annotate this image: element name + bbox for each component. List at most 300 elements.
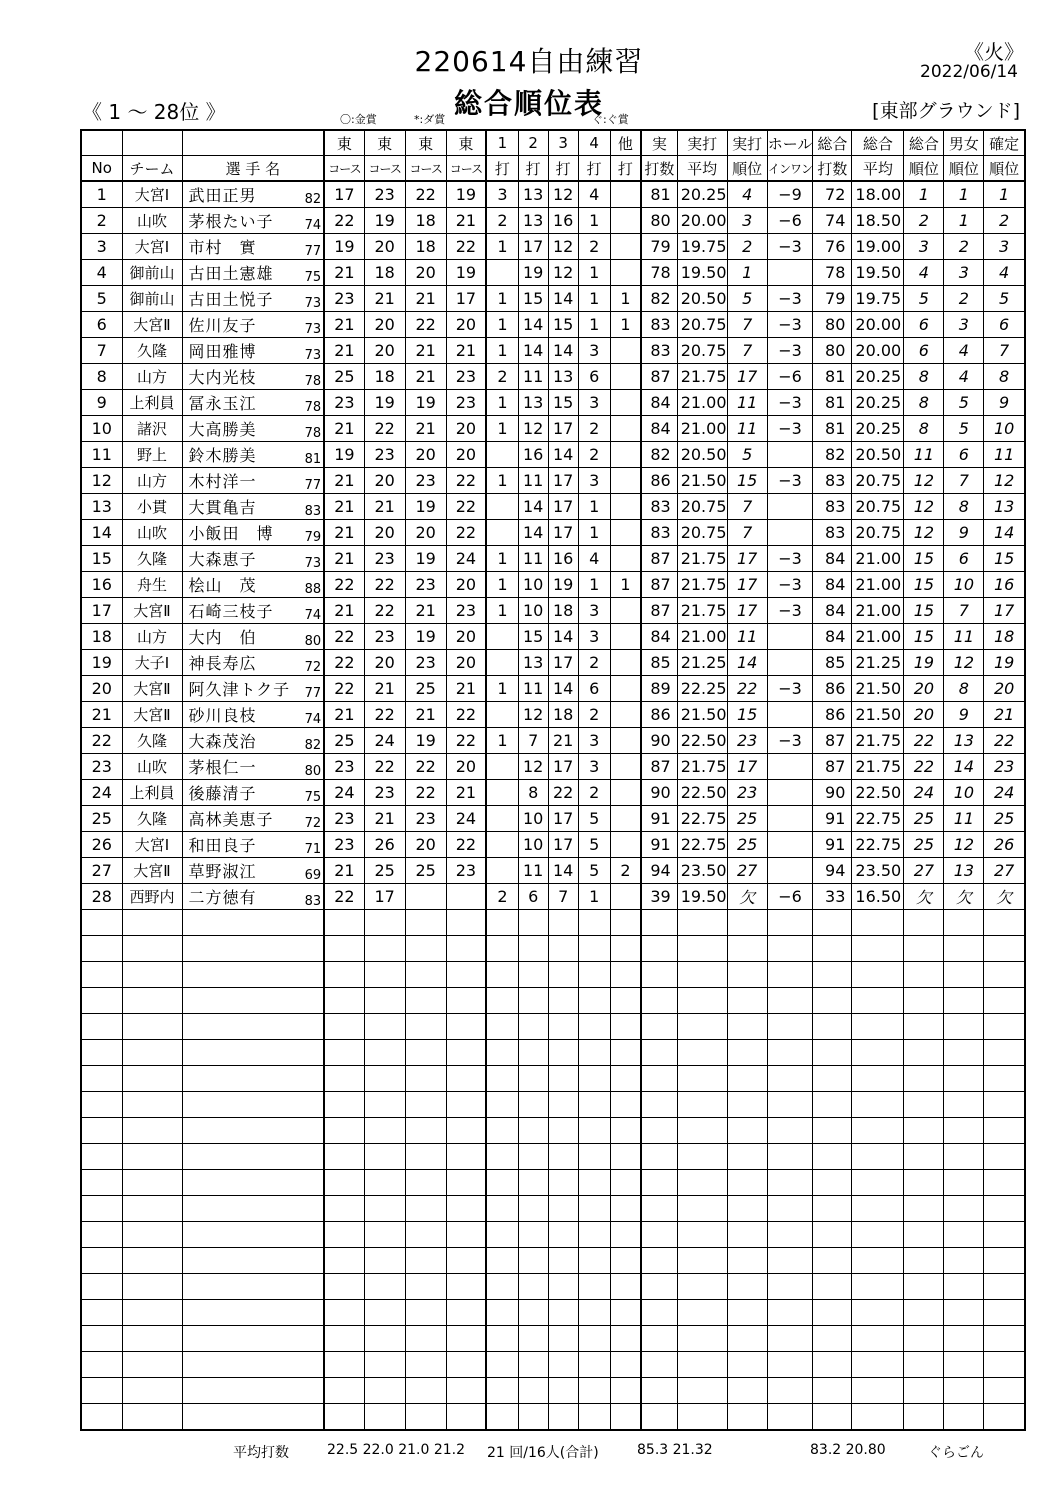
cell-9: 14 <box>518 338 548 364</box>
cell-1: 大子Ⅰ <box>122 650 182 676</box>
cell-4: 17 <box>324 181 364 208</box>
cell-16: −3 <box>767 234 813 260</box>
cell-1 <box>122 962 182 988</box>
cell-10: 17 <box>548 468 578 494</box>
cell-6: 21 <box>405 702 446 728</box>
cell-5: 22 <box>364 416 405 442</box>
cell-17 <box>813 1378 852 1404</box>
cell-21: 欠 <box>984 884 1025 910</box>
day-of-week: 《火》 <box>964 40 1024 64</box>
cell-0 <box>81 1378 122 1404</box>
cell-0 <box>81 1066 122 1092</box>
cell-6 <box>405 1092 446 1118</box>
cell-7 <box>446 884 486 910</box>
cell-13 <box>641 936 677 962</box>
cell-12 <box>610 676 641 702</box>
cell-1: 山吹 <box>122 520 182 546</box>
cell-19: 22 <box>904 754 944 780</box>
cell-21 <box>984 1144 1025 1170</box>
cell-4 <box>324 1222 364 1248</box>
cell-10: 14 <box>548 338 578 364</box>
cell-21: 18 <box>984 624 1025 650</box>
cell-18: 20.75 <box>852 494 904 520</box>
col-header-name <box>182 130 324 156</box>
cell-12 <box>610 1326 641 1352</box>
cell-1: 御前山 <box>122 286 182 312</box>
cell-9: 14 <box>518 494 548 520</box>
cell-15 <box>727 1274 767 1300</box>
cell-2: 大貫亀吉 <box>182 494 290 520</box>
cell-18 <box>852 936 904 962</box>
cell-3 <box>290 1404 324 1431</box>
cell-4: 22 <box>324 676 364 702</box>
cell-11 <box>578 1352 610 1378</box>
cell-10: 15 <box>548 312 578 338</box>
cell-21: 16 <box>984 572 1025 598</box>
cell-15: 4 <box>727 181 767 208</box>
cell-15 <box>727 936 767 962</box>
cell-9: 17 <box>518 234 548 260</box>
cell-7 <box>446 1040 486 1066</box>
col-header-course-e3: コース <box>405 156 446 182</box>
cell-6 <box>405 1196 446 1222</box>
cell-7: 22 <box>446 234 486 260</box>
cell-20: 10 <box>944 572 984 598</box>
cell-4: 21 <box>324 598 364 624</box>
cell-15 <box>727 962 767 988</box>
cell-15: 14 <box>727 650 767 676</box>
cell-4 <box>324 1092 364 1118</box>
cell-14: 21.75 <box>677 546 727 572</box>
cell-11: 4 <box>578 546 610 572</box>
cell-3: 77 <box>290 468 324 494</box>
cell-10: 17 <box>548 416 578 442</box>
cell-16 <box>767 962 813 988</box>
cell-10 <box>548 1326 578 1352</box>
cell-0: 24 <box>81 780 122 806</box>
cell-20: 5 <box>944 416 984 442</box>
cell-9 <box>518 1274 548 1300</box>
cell-13: 86 <box>641 468 677 494</box>
cell-4 <box>324 1118 364 1144</box>
cell-20 <box>944 1404 984 1431</box>
cell-11 <box>578 988 610 1014</box>
cell-10: 17 <box>548 806 578 832</box>
cell-17: 86 <box>813 702 852 728</box>
cell-19 <box>904 1066 944 1092</box>
cell-11 <box>578 1066 610 1092</box>
cell-9: 7 <box>518 728 548 754</box>
cell-12 <box>610 1014 641 1040</box>
header-row <box>81 130 1025 156</box>
cell-6: 19 <box>405 624 446 650</box>
cell-0: 15 <box>81 546 122 572</box>
cell-17: 78 <box>813 260 852 286</box>
cell-7 <box>446 1404 486 1431</box>
empty-row <box>81 1222 1025 1248</box>
cell-11: 3 <box>578 728 610 754</box>
cell-0 <box>81 1040 122 1066</box>
cell-0: 2 <box>81 208 122 234</box>
cell-21: 21 <box>984 702 1025 728</box>
col-header-actual-rank: 順位 <box>727 156 767 182</box>
cell-11: 2 <box>578 650 610 676</box>
cell-16 <box>767 520 813 546</box>
cell-21: 15 <box>984 546 1025 572</box>
cell-0 <box>81 1170 122 1196</box>
cell-7: 19 <box>446 260 486 286</box>
cell-11: 1 <box>578 208 610 234</box>
cell-9 <box>518 1326 548 1352</box>
cell-18: 16.50 <box>852 884 904 910</box>
cell-19 <box>904 1170 944 1196</box>
cell-7 <box>446 1118 486 1144</box>
cell-18: 20.25 <box>852 416 904 442</box>
cell-11: 1 <box>578 494 610 520</box>
cell-15 <box>727 1196 767 1222</box>
cell-9: 11 <box>518 858 548 884</box>
ground-label: [東部グラウンド] <box>872 100 1020 122</box>
cell-7 <box>446 1300 486 1326</box>
cell-19 <box>904 1352 944 1378</box>
cell-9: 11 <box>518 364 548 390</box>
cell-12 <box>610 546 641 572</box>
cell-0 <box>81 1248 122 1274</box>
cell-12 <box>610 390 641 416</box>
cell-21 <box>984 1378 1025 1404</box>
col-header-actual-rank: 実打 <box>727 130 767 156</box>
cell-20: 12 <box>944 832 984 858</box>
cell-15 <box>727 1326 767 1352</box>
cell-9: 13 <box>518 650 548 676</box>
cell-11: 3 <box>578 624 610 650</box>
cell-21: 25 <box>984 806 1025 832</box>
cell-4: 23 <box>324 286 364 312</box>
cell-4 <box>324 1352 364 1378</box>
cell-10 <box>548 1196 578 1222</box>
cell-19 <box>904 1092 944 1118</box>
cell-1 <box>122 910 182 936</box>
cell-10: 18 <box>548 702 578 728</box>
cell-8 <box>486 1222 518 1248</box>
cell-5: 21 <box>364 286 405 312</box>
cell-4 <box>324 1274 364 1300</box>
cell-10: 17 <box>548 520 578 546</box>
cell-17: 83 <box>813 520 852 546</box>
cell-7 <box>446 1378 486 1404</box>
cell-18: 19.50 <box>852 260 904 286</box>
cell-12 <box>610 624 641 650</box>
cell-9 <box>518 1404 548 1431</box>
cell-17: 72 <box>813 181 852 208</box>
cell-8 <box>486 1378 518 1404</box>
cell-0: 14 <box>81 520 122 546</box>
cell-4: 21 <box>324 494 364 520</box>
cell-11 <box>578 1118 610 1144</box>
cell-19 <box>904 1144 944 1170</box>
table-row <box>81 598 1025 624</box>
cell-12 <box>610 1222 641 1248</box>
cell-1: 上利員 <box>122 780 182 806</box>
cell-16 <box>767 1352 813 1378</box>
col-header-s1: 1 <box>486 130 518 156</box>
table-row <box>81 884 1025 910</box>
cell-18 <box>852 1378 904 1404</box>
cell-21 <box>984 910 1025 936</box>
col-header-course-e3: 東 <box>405 130 446 156</box>
cell-2: 大森恵子 <box>182 546 290 572</box>
cell-1 <box>122 1040 182 1066</box>
col-header-gender-rank: 男女 <box>944 130 984 156</box>
table-row <box>81 208 1025 234</box>
cell-21 <box>984 1274 1025 1300</box>
table-row <box>81 416 1025 442</box>
cell-21 <box>984 1014 1025 1040</box>
cell-3: 83 <box>290 884 324 910</box>
cell-21: 6 <box>984 312 1025 338</box>
cell-18: 21.00 <box>852 624 904 650</box>
cell-4: 24 <box>324 780 364 806</box>
cell-9 <box>518 1118 548 1144</box>
cell-1 <box>122 1222 182 1248</box>
cell-10 <box>548 988 578 1014</box>
cell-16: −9 <box>767 181 813 208</box>
footer-actual-average: 85.3 21.32 <box>637 1442 713 1458</box>
cell-6: 18 <box>405 234 446 260</box>
cell-9: 11 <box>518 676 548 702</box>
cell-5: 23 <box>364 546 405 572</box>
cell-4 <box>324 936 364 962</box>
cell-13 <box>641 1092 677 1118</box>
cell-16 <box>767 780 813 806</box>
cell-17 <box>813 1040 852 1066</box>
cell-18: 21.00 <box>852 598 904 624</box>
cell-19: 欠 <box>904 884 944 910</box>
cell-20 <box>944 936 984 962</box>
cell-5: 23 <box>364 624 405 650</box>
cell-21: 1 <box>984 181 1025 208</box>
cell-10: 12 <box>548 181 578 208</box>
cell-0: 19 <box>81 650 122 676</box>
cell-0 <box>81 1274 122 1300</box>
cell-16 <box>767 1404 813 1431</box>
cell-8 <box>486 754 518 780</box>
cell-0: 28 <box>81 884 122 910</box>
cell-2: 大内光枝 <box>182 364 290 390</box>
cell-13: 79 <box>641 234 677 260</box>
empty-row <box>81 1248 1025 1274</box>
cell-8: 2 <box>486 884 518 910</box>
cell-15 <box>727 1014 767 1040</box>
cell-16: −3 <box>767 416 813 442</box>
cell-14: 21.00 <box>677 624 727 650</box>
cell-16: −3 <box>767 728 813 754</box>
cell-2: 市村 實 <box>182 234 290 260</box>
cell-9: 13 <box>518 208 548 234</box>
cell-19: 20 <box>904 676 944 702</box>
cell-21: 17 <box>984 598 1025 624</box>
cell-11 <box>578 1378 610 1404</box>
cell-3: 77 <box>290 676 324 702</box>
cell-3 <box>290 988 324 1014</box>
cell-18: 21.75 <box>852 728 904 754</box>
cell-5 <box>364 1300 405 1326</box>
cell-17: 79 <box>813 286 852 312</box>
cell-14: 22.75 <box>677 806 727 832</box>
cell-20: 13 <box>944 728 984 754</box>
cell-4 <box>324 988 364 1014</box>
cell-5: 22 <box>364 754 405 780</box>
cell-15: 7 <box>727 494 767 520</box>
cell-2 <box>182 1274 290 1300</box>
empty-row <box>81 962 1025 988</box>
cell-7: 22 <box>446 728 486 754</box>
cell-19: 8 <box>904 416 944 442</box>
cell-15: 11 <box>727 416 767 442</box>
cell-10: 16 <box>548 546 578 572</box>
cell-18 <box>852 1248 904 1274</box>
cell-13: 89 <box>641 676 677 702</box>
cell-13: 91 <box>641 806 677 832</box>
empty-row <box>81 1326 1025 1352</box>
cell-2 <box>182 910 290 936</box>
cell-5 <box>364 1326 405 1352</box>
cell-6 <box>405 1404 446 1431</box>
cell-18: 23.50 <box>852 858 904 884</box>
table-body <box>81 181 1025 1430</box>
cell-16 <box>767 754 813 780</box>
cell-6 <box>405 1274 446 1300</box>
cell-14: 22.75 <box>677 832 727 858</box>
cell-13 <box>641 962 677 988</box>
cell-21 <box>984 1222 1025 1248</box>
table-row <box>81 624 1025 650</box>
cell-11: 2 <box>578 416 610 442</box>
cell-10: 15 <box>548 390 578 416</box>
cell-12 <box>610 936 641 962</box>
cell-2 <box>182 1014 290 1040</box>
table-row <box>81 546 1025 572</box>
cell-13: 84 <box>641 390 677 416</box>
cell-18: 21.25 <box>852 650 904 676</box>
cell-1: 西野内 <box>122 884 182 910</box>
cell-14: 21.50 <box>677 702 727 728</box>
cell-19: 22 <box>904 728 944 754</box>
cell-3: 73 <box>290 338 324 364</box>
cell-17 <box>813 1092 852 1118</box>
cell-12: 1 <box>610 286 641 312</box>
cell-3: 80 <box>290 624 324 650</box>
cell-11 <box>578 1092 610 1118</box>
cell-4 <box>324 1066 364 1092</box>
cell-18 <box>852 962 904 988</box>
cell-11: 1 <box>578 312 610 338</box>
cell-0: 1 <box>81 181 122 208</box>
cell-19: 8 <box>904 364 944 390</box>
cell-1 <box>122 1352 182 1378</box>
cell-7 <box>446 1222 486 1248</box>
cell-19: 6 <box>904 338 944 364</box>
cell-6: 18 <box>405 208 446 234</box>
empty-row <box>81 1144 1025 1170</box>
cell-7 <box>446 1196 486 1222</box>
cell-11 <box>578 1248 610 1274</box>
cell-4: 21 <box>324 546 364 572</box>
cell-6: 21 <box>405 598 446 624</box>
cell-11: 1 <box>578 884 610 910</box>
cell-9: 12 <box>518 754 548 780</box>
cell-2: 岡田雅博 <box>182 338 290 364</box>
cell-20 <box>944 1092 984 1118</box>
cell-9: 19 <box>518 260 548 286</box>
cell-13: 78 <box>641 260 677 286</box>
cell-14 <box>677 1404 727 1431</box>
cell-6: 25 <box>405 676 446 702</box>
cell-21 <box>984 1040 1025 1066</box>
cell-1: 山吹 <box>122 754 182 780</box>
cell-3 <box>290 1066 324 1092</box>
cell-21: 13 <box>984 494 1025 520</box>
cell-14: 21.75 <box>677 572 727 598</box>
cell-8 <box>486 1326 518 1352</box>
cell-0: 6 <box>81 312 122 338</box>
cell-2: 小飯田 博 <box>182 520 290 546</box>
col-header-course-e4: 東 <box>446 130 486 156</box>
cell-15 <box>727 1170 767 1196</box>
cell-18 <box>852 1196 904 1222</box>
cell-9 <box>518 988 548 1014</box>
cell-21: 10 <box>984 416 1025 442</box>
col-header-actual-strokes: 実 <box>641 130 677 156</box>
cell-9 <box>518 1222 548 1248</box>
cell-4: 19 <box>324 234 364 260</box>
cell-15: 17 <box>727 364 767 390</box>
cell-20: 4 <box>944 338 984 364</box>
cell-19 <box>904 1040 944 1066</box>
cell-7 <box>446 1170 486 1196</box>
cell-6: 22 <box>405 780 446 806</box>
cell-10: 17 <box>548 650 578 676</box>
table-row <box>81 858 1025 884</box>
cell-5: 20 <box>364 312 405 338</box>
cell-1 <box>122 1066 182 1092</box>
cell-0 <box>81 1222 122 1248</box>
cell-21 <box>984 1326 1025 1352</box>
cell-20: 9 <box>944 702 984 728</box>
cell-15: 17 <box>727 546 767 572</box>
cell-8 <box>486 1092 518 1118</box>
cell-2: 古田土憲雄 <box>182 260 290 286</box>
cell-0: 18 <box>81 624 122 650</box>
cell-21 <box>984 1092 1025 1118</box>
cell-16: −6 <box>767 208 813 234</box>
cell-8: 1 <box>486 676 518 702</box>
cell-6: 21 <box>405 416 446 442</box>
table-row <box>81 728 1025 754</box>
cell-5 <box>364 936 405 962</box>
cell-12: 2 <box>610 858 641 884</box>
cell-7 <box>446 1248 486 1274</box>
cell-0: 22 <box>81 728 122 754</box>
cell-19 <box>904 1014 944 1040</box>
cell-19 <box>904 1222 944 1248</box>
cell-9: 6 <box>518 884 548 910</box>
cell-8 <box>486 1352 518 1378</box>
cell-6: 22 <box>405 754 446 780</box>
table-row <box>81 181 1025 208</box>
cell-1 <box>122 936 182 962</box>
cell-17: 84 <box>813 572 852 598</box>
